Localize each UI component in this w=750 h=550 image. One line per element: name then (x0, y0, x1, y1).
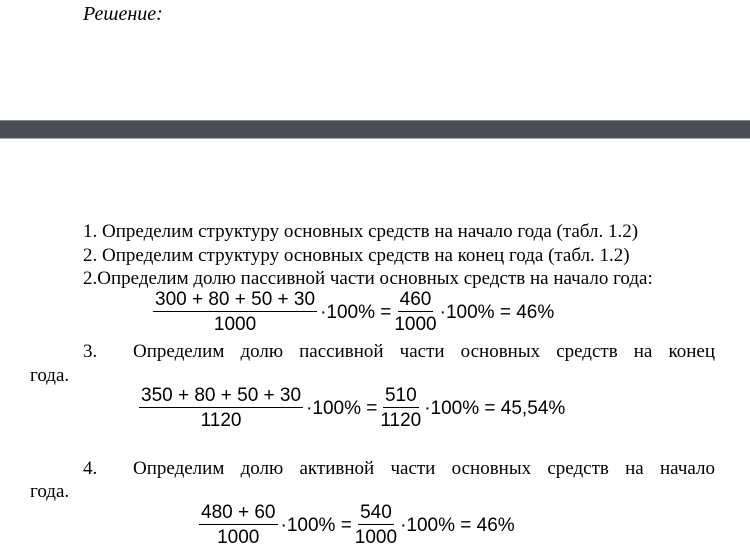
step-3-continuation: года. (30, 365, 70, 386)
formula-2-result: ·100% = 45,54% (424, 397, 566, 419)
step-4-continuation: года. (30, 481, 70, 502)
formula-2-numerator-2: 510 (384, 385, 417, 406)
formula-3-result: ·100% = 46% (400, 514, 515, 536)
formula-3-denominator-2: 1000 (354, 527, 398, 548)
formula-1-numerator: 300 + 80 + 50 + 30 (155, 289, 316, 310)
word: на (633, 341, 653, 362)
formula-3-denominator: 1000 (217, 527, 260, 548)
formula-1-denominator-2: 1000 (394, 314, 437, 335)
word: долю (240, 341, 284, 362)
word: части (390, 458, 436, 479)
word: долю (240, 458, 284, 479)
solution-heading: Решение: (83, 3, 163, 25)
formula-2-denominator-2: 1120 (380, 410, 422, 431)
formula-2-numerator: 350 + 80 + 50 + 30 (141, 385, 302, 406)
word: основных (460, 341, 541, 362)
step-4-text (133, 458, 715, 480)
word: на (625, 458, 644, 479)
word: Определим (133, 458, 225, 479)
formula-3-numerator: 480 + 60 (201, 502, 276, 523)
formula-1-denominator: 1000 (213, 314, 257, 335)
word: конец (668, 341, 715, 362)
word: пассивной (299, 341, 384, 362)
step-2b-text: 2.Определим долю пассивной части основных средств на начало года: (83, 268, 653, 289)
step-4-number: 4. (83, 458, 98, 479)
word: части (399, 341, 445, 362)
formula-1-numerator-2: 460 (399, 289, 432, 310)
step-1-text: 1. Определим структуру основных средств на начало года (табл. 1.2) (83, 221, 639, 242)
formula-1-mid: ·100% = (320, 301, 392, 323)
step-2-text: 2. Определим структуру основных средств на конец года (табл. 1.2) (83, 245, 630, 266)
word: основных (451, 458, 532, 479)
formula-3-numerator-2: 540 (360, 502, 392, 523)
word: начало (660, 458, 715, 479)
word: активной (299, 458, 375, 479)
formula-3-mid: ·100% = (280, 514, 352, 536)
formula-2 (139, 385, 568, 432)
word: средств (547, 458, 609, 479)
formula-3 (199, 502, 518, 549)
formula-2-denominator: 1120 (200, 410, 242, 431)
word: Определим (133, 341, 225, 362)
formula-1 (153, 289, 557, 336)
formula-1-result: ·100% = 46% (439, 301, 555, 323)
step-3-text (133, 341, 715, 363)
page-break-separator (0, 120, 750, 139)
word: средств (556, 341, 618, 362)
formula-2-mid: ·100% = (306, 397, 378, 419)
step-3-number: 3. (83, 341, 98, 362)
